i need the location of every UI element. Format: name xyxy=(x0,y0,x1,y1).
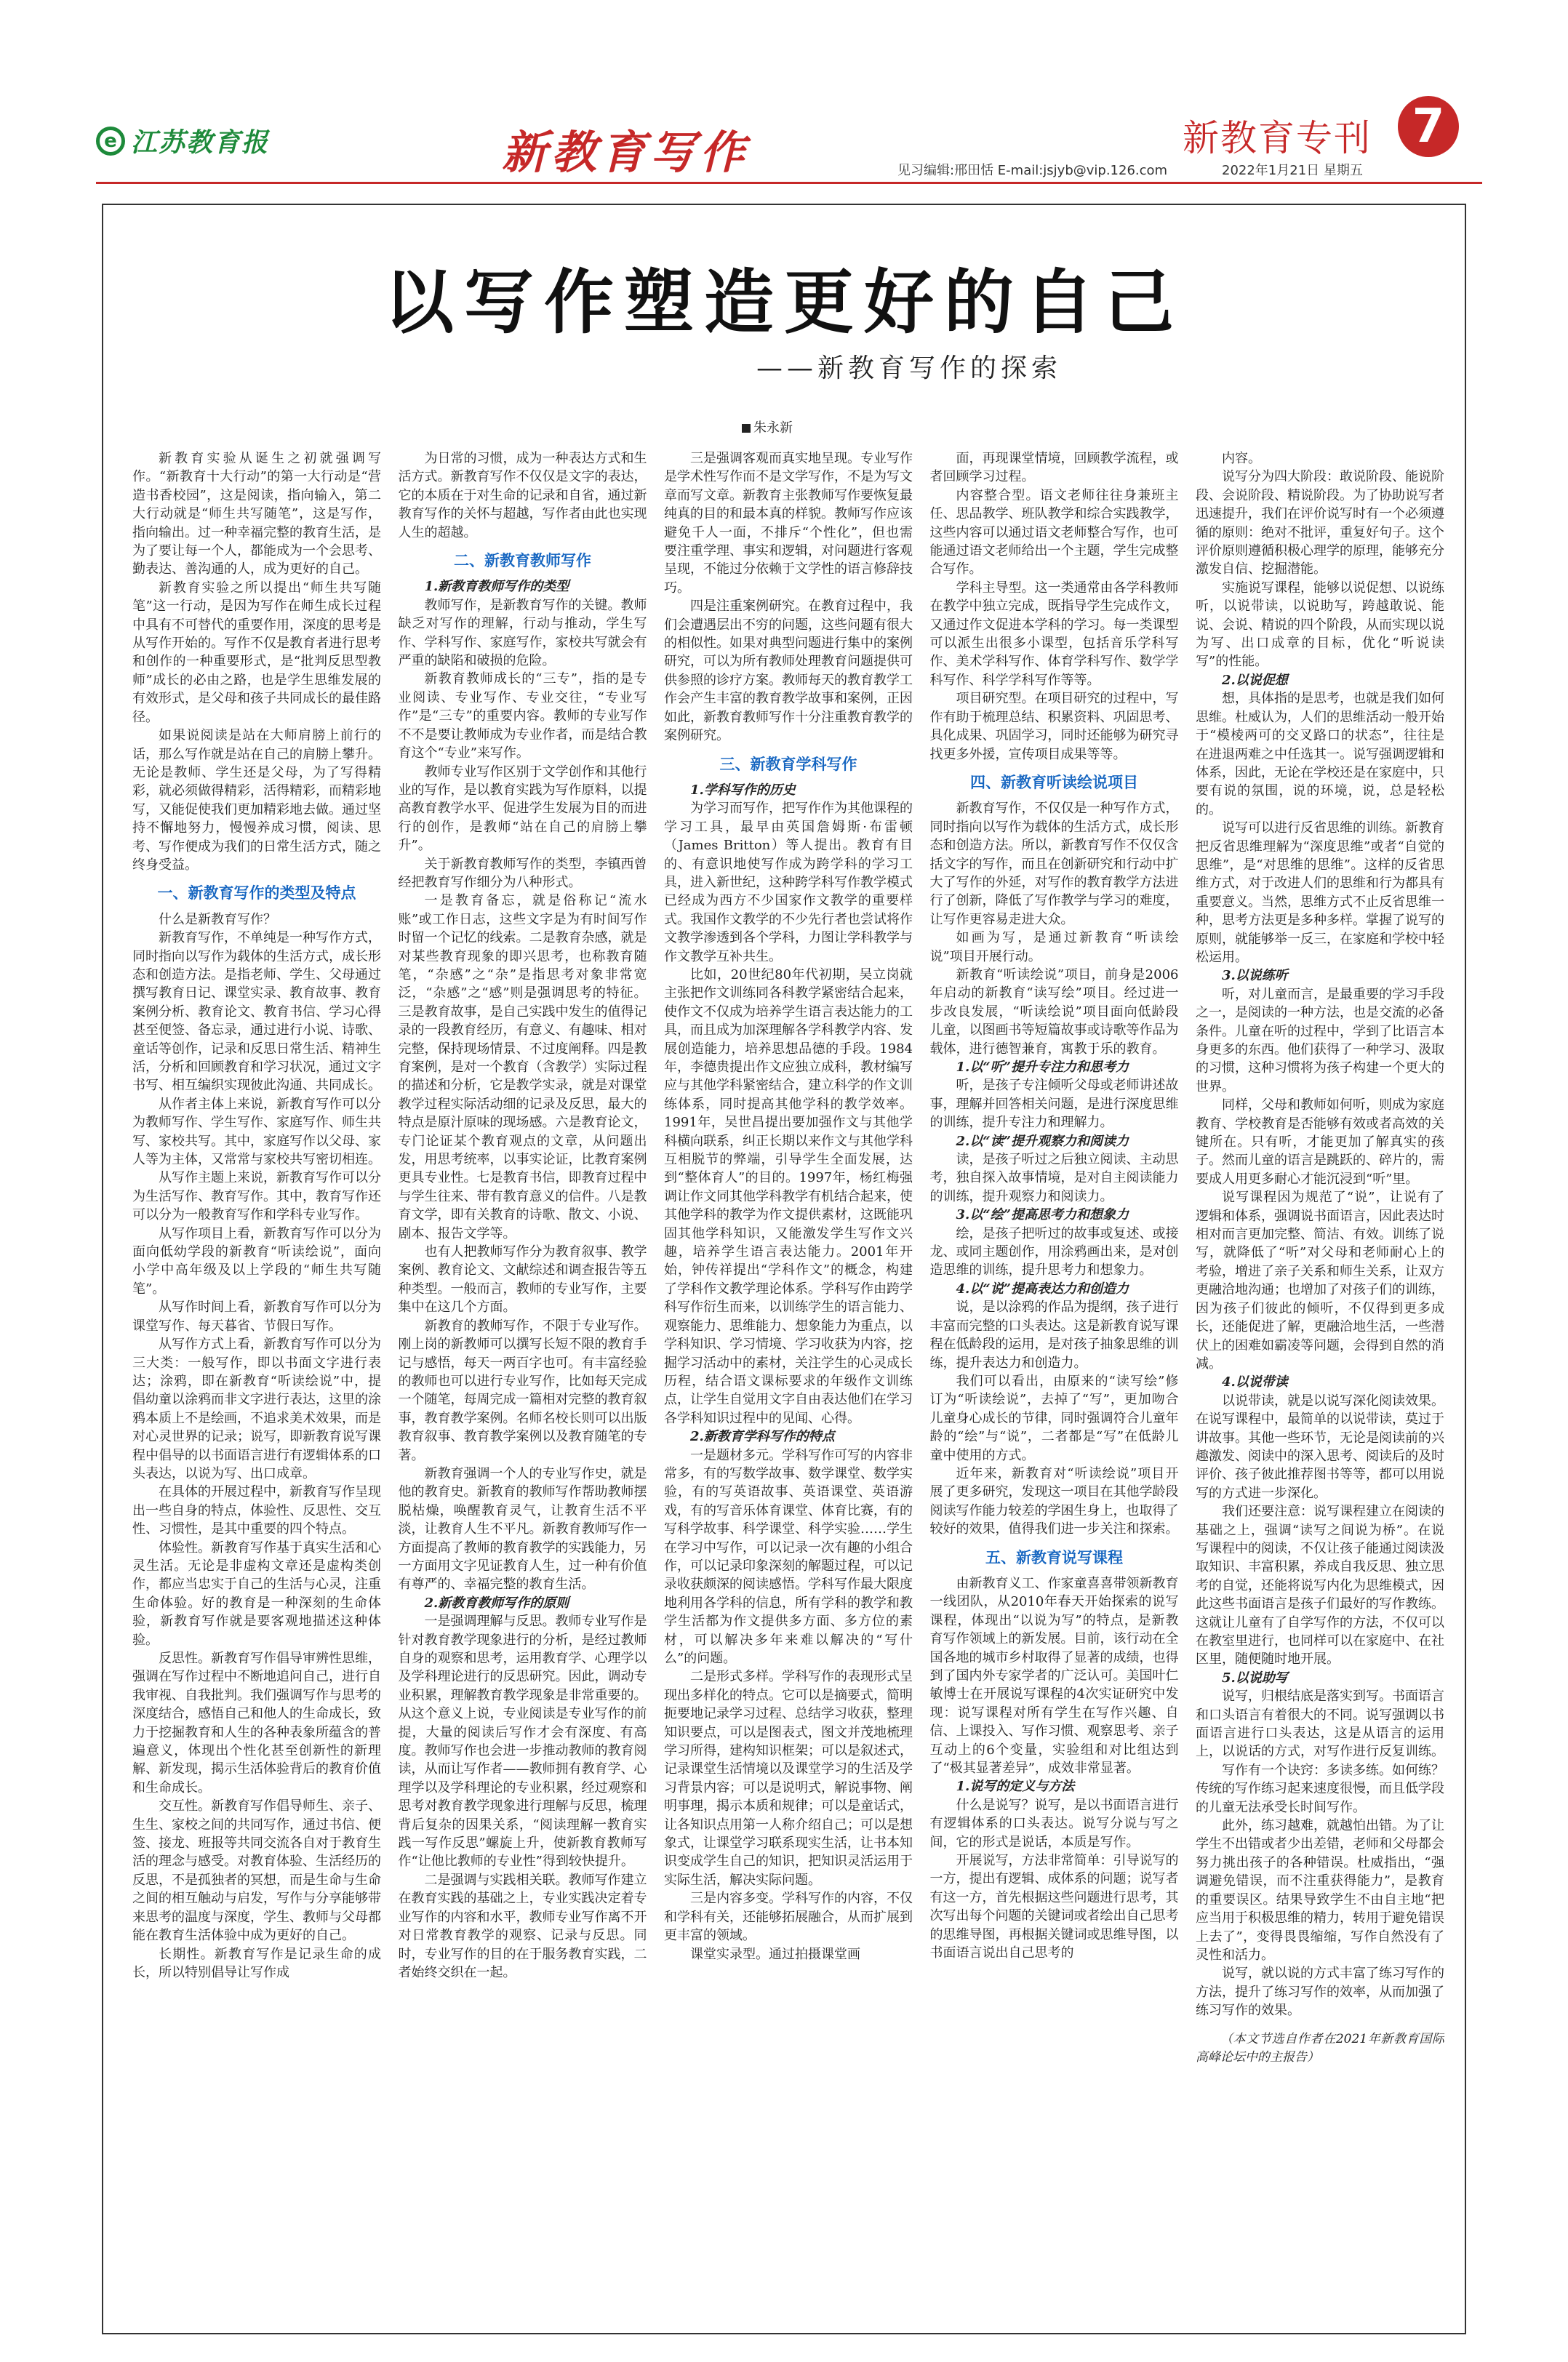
section-heading: 四、新教育听读绘说项目 xyxy=(970,773,1138,791)
paragraph: 新教育实验之所以提出“师生共写随笔”这一行动，是因为写作在师生成长过程中具有不可替代的重要作用，深度的思考是从写作开始的。写作不仅是教育者进行思考和创作的一种重要形式，是“批判反思型教师”成长的必由之路，也是学生思维发展的有效形式，是父母和孩子共同成长的最佳路径。 xyxy=(132,580,381,725)
newspaper-logo xyxy=(96,122,269,159)
paragraph: 课堂实录型。通过拍摄课堂画 xyxy=(690,1946,860,1962)
paragraph: 读，是孩子听过之后独立阅读、主动思考，独自探入故事情境，是对自主阅读能力的训练，提升观察力和阅读力。 xyxy=(929,1152,1179,1204)
paragraph: 新教育教师成长的“三专”，指的是专业阅读、专业写作、专业交往，“专业写作”是“三专”的重要内容。教师的专业写作不不是要让教师成为专业作者，而是结合教育这个“专业”来写作。 xyxy=(398,671,647,761)
paragraph: 听，是孩子专注倾听父母或老师讲述故事，理解并回答相关问题，是进行深度思维的训练，提升专注力和理解力。 xyxy=(929,1078,1179,1131)
e-logo-icon: e xyxy=(96,127,125,156)
paragraph: 内容整合型。语文老师往往身兼班主任、思品教学、班队教学和综合实践教学，这些内容可以通过语文老师整合写作，也可能通过语文老师给出一个主题，学生完成整合写作。 xyxy=(929,487,1179,577)
subsection-heading: 4.以“说”提高表达力和创造力 xyxy=(956,1281,1129,1297)
paragraph: 实施说写课程，能够以说促想、以说练听，以说带读，以说助写，跨越敢说、能说、会说、精说的四个阶段，从而实现以说为写、出口成章的目标，优化“听说读写”的性能。 xyxy=(1196,580,1444,670)
page-number-badge: 7 xyxy=(1398,96,1459,157)
paragraph: 一是题材多元。学科写作可写的内容非常多，有的写数学故事、数学课堂、数学实验，有的写英语故事、英语课堂、英语游戏，有的写音乐体育课堂、体育比赛，有的写科学故事、科学课堂、科学实验……学生在学习中写作，可以记录一次有趣的小组合作，可以记录印象深刻的解题过程，可以记录收获颇深的阅读感悟。学科写作最大限度地利用各学科的信息，所有学科的教学和教学生活都为作文提供多方面、多方位的素材，可以解决多年来难以解决的“写什么”的问题。 xyxy=(664,1447,913,1666)
paragraph: 教师写作，是新教育写作的关键。教师缺乏对写作的理解，行动与推动，学生写作、学科写作、家庭写作，家校共写就会有严重的缺陷和破损的危险。 xyxy=(398,597,647,669)
paragraph: 学科主导型。这一类通常由各学科教师在教学中独立完成，既指导学生完成作文，又通过作文促进本学科的学习。每一类课型可以派生出很多小课型，包括音乐学科写作、美术学科写作、体育学科写作、数学学科写作、科学学科写作等等。 xyxy=(929,580,1179,688)
paragraph: 说写分为四大阶段：敢说阶段、能说阶段、会说阶段、精说阶段。为了协助说写者迅速提升，我们在评价说写时有一个必须遵循的原则：绝对不批评，重复好句子。这个评价原则遵循积极心理学的原理，能够充分激发自信、挖掘潜能。 xyxy=(1196,469,1444,577)
paragraph: 三是强调客观而真实地呈现。专业写作是学术性写作而不是文学写作，不是为写文章而写文章。新教育主张教师写作要恢复最纯真的目的和最本真的样貌。教师写作应该避免千人一面，不排斥“个性化”，但也需要注重学理、事实和逻辑，对问题进行客观呈现，不能过分依赖于文学性的语言修辞技巧。 xyxy=(664,451,913,596)
subsection-heading: 2.以说促想 xyxy=(1222,672,1288,688)
paragraph: 比如，20世纪80年代初期，吴立岗就主张把作文训练同各科教学紧密结合起来，使作文不仅成为培养学生语言表达能力的工具，而且成为加深理解各学科教学内容、发展创造能力，培养思想品德的手段。1984年，李德贵提出作文应独立成科，教材编写应与其他学科紧密结合，建立科学的作文训练体系，同时提高其他学科的教学效率。1991年，吴世昌提出要加强作文与其他学科横向联系，纠正长期以来作文与其他学科互相脱节的弊端，引导学生全面发展，达到“整体育人”的目的。1997年，杨红梅强调让作文同其他学科教学有机结合起来，使其他学科的教学为作文提供素材，这既能巩固其他学科知识，又能激发学生写作文兴趣，培养学生语言表达能力。2001年开始，钟传祥提出“学科作文”的概念，构建了学科作文教学理论体系。学科写作由跨学科写作衍生而来，以训练学生的语言能力、观察能力、思维能力、想象能力为重点，以学科知识、学习情境、学习收获为内容，挖掘学习活动中的素材，关注学生的心灵成长历程，结合语文课标要求的年级作文训练点，让学生自觉用文字自由表达他们在学习各学科知识过程中的见闻、心得。 xyxy=(664,966,913,1426)
paragraph: 近年来，新教育对“听读绘说”项目开展了更多研究，发现这一项目在其他学龄段阅读写作能力较差的学困生身上，也取得了较好的效果，值得我们进一步关注和探索。 xyxy=(929,1465,1179,1537)
subsection-heading: 3.以说练听 xyxy=(1222,968,1288,984)
text-column-3 xyxy=(664,449,913,2311)
subsection-heading: 1.新教育教师写作的类型 xyxy=(424,579,569,595)
text-column-4 xyxy=(930,449,1179,2311)
paragraph: 说写，就以说的方式丰富了练习写作的方法，提升了练习写作的效率，从而加强了练习写作的效果。 xyxy=(1196,1966,1444,2019)
paragraph: 说写可以进行反省思维的训练。新教育把反省思维理解为“深度思维”或者“自觉的思维”，是“对思维的思维”。这样的反省思维方式，对于改进人们的思维和行为都具有重要意义。当然，思维方式不止反省思维一种，思考方法更是多种多样。掌握了说写的原则，就能够举一反三，在家庭和学校中轻松运用。 xyxy=(1196,820,1444,965)
logo-text: 江苏教育报 xyxy=(131,127,270,158)
paragraph: 长期性。新教育写作是记录生命的成长，所以特别倡导让写作成 xyxy=(132,1946,381,1980)
paragraph: 听，对儿童而言，是最重要的学习手段之一，是阅读的一种方法，也是交流的必备条件。儿童在听的过程中，学到了比语言本身更多的东西。他们获得了一种学习、汲取的习惯，这种习惯将为孩子构建一个更大的世界。 xyxy=(1196,986,1444,1094)
paragraph: 新教育实验从诞生之初就强调写作。“新教育十大行动”的第一大行动是“营造书香校园”，这是阅读，指向输入，第二大行动就是“师生共写随笔”，这是写作，指向输出。过一种幸福完整的教育生活，是为了要让每一个人，都能成为一个会思考、勤表达、善沟通的人，成为更好的自己。 xyxy=(132,451,381,577)
paragraph: 为学习而写作，把写作作为其他课程的学习工具，最早由英国詹姆斯·布雷顿（James Britton）等人提出。教育有目的、有意识地使写作成为跨学科的学习工具，进入新世纪，这种跨学科写作教学模式已经成为西方不少国家作文教学的重要样式。我国作文教学的不少先行者也尝试将作文教学渗透到各个学科，力图让学科教学与作文教学互补共生。 xyxy=(664,801,913,964)
article-subheadline: ——新教育写作的探索 xyxy=(756,353,1063,383)
subsection-heading: 1.说写的定义与方法 xyxy=(956,1779,1075,1795)
article-headline: 以写作塑造更好的自己 xyxy=(384,262,1184,343)
paragraph: 同样，父母和教师如何听，则成为家庭教育、学校教育是否能够有效或者高效的关键所在。只有听，才能更加了解真实的孩子。然而儿童的语言是跳跃的、碎片的，需要成人用更多耐心才能沉浸到“听”里。 xyxy=(1196,1097,1444,1187)
paragraph: 如画为写，是通过新教育“听读绘说”项目开展行动。 xyxy=(929,930,1179,964)
paragraph: 开展说写，方法非常简单：引导说写的一方，提出有逻辑、成体系的问题；说写者有这一方，首先根据这些问题进行思考，其次写出每个问题的关键词或者绘出自己思考的思维导图，再根据关键词或思维导图，以书面语言说出自己思考的 xyxy=(929,1853,1179,1961)
subsection-heading: 2.新教育教师写作的原则 xyxy=(424,1595,569,1611)
byline-square-icon xyxy=(742,424,751,433)
paragraph: 我们可以看出，由原来的“读写绘”修订为“听读绘说”，去掉了“写”，更加吻合儿童身心成长的节律，同时强调符合儿童年龄的“绘”与“说”，二者都是“写”在低龄儿童中使用的方式。 xyxy=(929,1373,1179,1463)
paragraph: 从写作方式上看，新教育写作可以分为三大类：一般写作，即以书面文字进行表达；涂鸦，即在新教育“听读绘说”中，提倡幼童以涂鸦而非文字进行表达，这里的涂鸦本质上不是绘画，不追求美术效果，而是对心灵世界的记录；说写，即新教育说写课程中倡导的以书面语言进行有逻辑体系的口头表达，以说为写、出口成章。 xyxy=(132,1337,381,1481)
paragraph: 此外，练习越难，就越怕出错。为了让学生不出错或者少出差错，老师和父母都会努力挑出孩子的各种错误。杜威指出，“强调避免错误，而不注重获得能力”，是教育的重要误区。结果导致学生不由自主地“把应当用于积极思维的精力，转用于避免错误上去了”，变得畏畏缩缩，写作自然没有了灵性和活力。 xyxy=(1196,1818,1444,1963)
paragraph: 写作有一个诀窍：多读多练。如何练？传统的写作练习起来速度很慢，而且低学段的儿童无法承受长时间写作。 xyxy=(1196,1762,1444,1815)
paragraph: 什么是说写？说写，是以书面语言进行有逻辑体系的口头表达。说写分说与写之间，它的形式是说话，本质是写作。 xyxy=(929,1797,1179,1850)
paragraph: 新教育“听读绘说”项目，前身是2006年启动的新教育“读写绘”项目。经过进一步改良发展，“听读绘说”项目面向低龄段儿童，以图画书等短篇故事或诗歌等作品为载体，进行德智兼育，寓教于乐的教育。 xyxy=(929,966,1179,1057)
paragraph: 从写作时间上看，新教育写作可以分为课堂写作、每天暮省、节假日写作。 xyxy=(132,1300,381,1334)
paragraph: 以说带读，就是以说写深化阅读效果。在说写课程中，最简单的以说带读，莫过于讲故事。其他一些环节，无论是阅读前的兴趣激发、阅读中的深入思考、阅读后的及时评价、孩子彼此推荐图书等等，都可以用说写的方式进一步深化。 xyxy=(1196,1393,1444,1501)
text-column-2 xyxy=(399,449,647,2311)
paragraph: 在具体的开展过程中，新教育写作呈现出一些自身的特点，体验性、反思性、交互性、习惯性，是其中重要的四个特点。 xyxy=(132,1484,381,1537)
paragraph: 交互性。新教育写作倡导师生、亲子、生生、家校之间的共同写作，通过书信、便签、接龙、班报等共同交流各自对于教育生活的理念与感受。对教育体验、生活经历的反思，不是孤独者的冥想，而是生命与生命之间的相互触动与启发，写作与分享能够带来思考的温度与深度，学生、教师与父母都能在教育生活体验中成为更好的自己。 xyxy=(132,1798,381,1944)
paragraph: 面，再现课堂情境，回顾教学流程，或者回顾学习过程。 xyxy=(929,451,1179,485)
paragraph: 一是教育备忘，就是俗称记“流水账”或工作日志，这些文字是为有时间写作时留一个记忆的线索。二是教育杂感，就是对某些教育现象的即兴思考，也称教育随笔，“杂感”之“杂”是指思考对象非常宽泛，“杂感”之“感”则是强调思考的特征。三是教育故事，是自己实践中发生的值得记录的一段教育经历，有意义、有趣味、相对完整，保持现场情景、不过度阐释。四是教育案例，是对一个教育（含教学）实际过程的描述和分析，它是教学实录，就是对课堂教学过程实际活动细的记录及反思，最大的特点是原汁原味的现场感。六是教育论文，专门论证某个教育观点的文章，从问题出发，用思考统率，以事实论证，比教育案例更具专业性。七是教育书信，即教育过程中与学生往来、带有教育意义的信件。八是教育文学，即有关教育的诗歌、散文、小说、剧本、报告文学等。 xyxy=(398,893,647,1241)
paragraph: 二是强调与实践相关联。教师写作建立在教育实践的基础之上，专业实践决定着专业写作的内容和水平，教师专业写作离不开对日常教育教学的观察、记录与反思。同时，专业写作的目的在于服务教育实践，二者始终交织在一起。 xyxy=(398,1872,647,1980)
paragraph: 关于新教育教师写作的类型，李镇西曾经把教育写作细分为八种形式。 xyxy=(398,856,647,890)
paragraph: 我们还要注意：说写课程建立在阅读的基础之上，强调“读写之间说为桥”。在说写课程中的阅读，不仅让孩子能通过阅读汲取知识、丰富积累，养成自我反思、独立思考的自觉，还能将说写内化为思维模式，因此这些书面语言是孩子们最好的写作教练。这就让儿童有了自学写作的方法，不仅可以在教室里进行，也同样可以在家庭中、在社区里，随便随时地开展。 xyxy=(1196,1504,1444,1668)
byline xyxy=(742,417,793,436)
paragraph: 内容。 xyxy=(1222,451,1261,466)
section-heading: 二、新教育教师写作 xyxy=(454,552,591,570)
section-heading: 五、新教育说写课程 xyxy=(985,1548,1123,1566)
subsection-heading: 1.学科写作的历史 xyxy=(690,782,796,798)
paragraph: 从作者主体上来说，新教育写作可以分为教师写作、学生写作、家庭写作、师生共写、家校共写。其中，家庭写作以父母、家人等为主体，又常常与家校共写密切相连。 xyxy=(132,1096,381,1168)
paragraph: 新教育写作，不单纯是一种写作方式，同时指向以写作为载体的生活方式，成长形态和创造方法。是指老师、学生、父母通过撰写教育日记、课堂实录、教育故事、教育案例分析、教育论文、教育书信、学习心得甚至便签、备忘录，通过进行小说、诗歌、童话等创作，记录和反思日常生活、精神生活，分析和回顾教育和学习状况，通过文字书写、相互编织实现彼此沟通、共同成长。 xyxy=(132,930,381,1094)
paragraph: 体验性。新教育写作基于真实生活和心灵生活。无论是非虚构文章还是虚构类创作，都应当忠实于自己的生活与心灵，注重生命体验。好的教育是一种深刻的生命体验，新教育写作就是要客观地描述这种体验。 xyxy=(132,1540,381,1648)
paragraph: 说写，归根结底是落实到写。书面语言和口头语言有着很大的不同。说写强调以书面语言进行口头表达，这是从语言的运用上，以说话的方式，对写作进行反复训练。 xyxy=(1196,1689,1444,1760)
subsection-heading: 4.以说带读 xyxy=(1222,1374,1288,1390)
paragraph: 为日常的习惯，成为一种表达方式和生活方式。新教育写作不仅仅是文字的表达，它的本质在于对生命的记录和自省，通过新教育写作的关怀与超越，写作者由此也实现人生的超越。 xyxy=(398,451,647,540)
text-column-5 xyxy=(1196,449,1444,2311)
paragraph: 新教育写作，不仅仅是一种写作方式，同时指向以写作为载体的生活方式，成长形态和创造方法。所以，新教育写作不仅仅含括文字的写作，而且在创新研究和行动中扩大了写作的外延，对写作的教育教学方法进行了创新，降低了写作教学与学习的难度，让写作更容易走进大众。 xyxy=(929,801,1179,927)
masthead xyxy=(0,0,1568,189)
paragraph: 如果说阅读是站在大师肩膀上前行的话，那么写作就是站在自己的肩膀上攀升。无论是教师、学生还是父母，为了写得精彩，就必须做得精彩，活得精彩，而精彩地写，又能促使我们更加精彩地去做。通过坚持不懈地努力，慢慢养成习惯，阅读、思考、写作便成为我们的日常生活方式，随之终身受益。 xyxy=(132,728,381,873)
paragraph: 反思性。新教育写作倡导审辨性思维，强调在写作过程中不断地追问自己，进行自我审视、自我批判。我们强调写作与思考的深度结合，感悟自己和他人的生命成长，致力于挖掘教育和人生的各种表象所蕴含的普遍意义，体现出个性化甚至创新性的新理解、新发现，揭示生活体验背后的教育价值和生命成长。 xyxy=(132,1651,381,1795)
paragraph: 一是强调理解与反思。教师专业写作是针对教育教学现象进行的分析，是经过教师自身的观察和思考，运用教育学、心理学以及学科理论进行的反思研究。因此，调动专业积累，理解教育教学现象是非常重要的。从这个意义上说，专业阅读是专业写作的前提，大量的阅读后写作才会有深度、有高度。教师写作也会进一步推动教师的教育阅读，从而让写作者——教师拥有教育学、心理学以及学科理论的专业积累，经过观察和思考对教育教学现象进行理解与反思，梳理背后复杂的因果关系，“阅读理解一教育实践一写作反思”螺旋上升，使新教育教师写作“让他比教师的专业性”得到较快提升。 xyxy=(398,1614,647,1870)
paragraph: 二是形式多样。学科写作的表现形式呈现出多样化的特点。它可以是摘要式，简明扼要地记录学习过程、总结学习收获，整理知识要点，可以是图表式，图文并茂地梳理学习所得，建构知识框架；可以是叙述式，记录课堂生活情境以及课堂学习的生活及学习背景内容；可以是说明式，解说事物、阐明事理，揭示本质和规律；可以是童话式，让各知识点用第一人称介绍自己；可以是想象式，让课堂学习联系现实生活，让书本知识变成学生自己的知识，把知识灵活运用于实际生活，解决实际问题。 xyxy=(664,1669,913,1888)
paragraph: 从写作主题上来说，新教育写作可以分为生活写作、教育写作。其中，教育写作还可以分为一般教育写作和学科专业写作。 xyxy=(132,1170,381,1223)
paragraph: 新教育强调一个人的专业写作史，就是他的教育史。新教育的教师写作帮助教师摆脱枯燥，唤醒教育灵气，让教育生活不平淡，让教育人生不平凡。新教育教师写作一方面提高了教师的教育教学的实践能力，另一方面用文字见证教育人生，过一种有价值有尊严的、幸福完整的教育生活。 xyxy=(398,1465,647,1593)
paragraph: 说，是以涂鸦的作品为提纲，孩子进行丰富而完整的口头表达。这是新教育说写课程在低龄段的运用，是对孩子抽象思维的训练，提升表达力和创造力。 xyxy=(929,1300,1179,1371)
author-name: 朱永新 xyxy=(753,420,793,436)
paragraph: 什么是新教育写作？ xyxy=(159,911,276,927)
subsection-heading: 1.以“听”提升专注力和思考力 xyxy=(956,1060,1129,1075)
paragraph: 三是内容多变。学科写作的内容，不仅和学科有关，还能够拓展融合，从而扩展到更丰富的领域。 xyxy=(664,1891,913,1944)
paragraph: 项目研究型。在项目研究的过程中，写作有助于梳理总结、积累资料、巩固思考、具化成果、巩固学习，同时还能够为研究寻找更多外援，宣传项目成果等等。 xyxy=(929,691,1179,762)
paragraph: 想，具体指的是思考，也就是我们如何思维。杜威认为，人们的思维活动一般开始于“模棱两可的交叉路口的状态”，往往是在进退两难之中任选其一。说写强调逻辑和体系，因此，无论在学校还是在家庭中，只要有说的氛围，说的环境，说，总是轻松的。 xyxy=(1196,691,1444,817)
subsection-heading: 2.以“读”提升观察力和阅读力 xyxy=(956,1133,1129,1149)
section-heading: 一、新教育写作的类型及特点 xyxy=(157,884,356,902)
paragraph: 说写课程因为规范了“说”，让说有了逻辑和体系，强调说书面语言，因此表达时相对而言更加完整、简洁、有效。训练了说写，就降低了“听”对父母和老师耐心上的考验，增进了亲子关系和师生关系，让双方更融洽地沟通；也增加了对孩子们的训练，因为孩子们彼此的倾听，不仅得到更多成长，还能促进了解，更融洽地生活，一些潜伏上的困难如霸凌等问题，会得到自然的消减。 xyxy=(1196,1190,1444,1372)
section-title: 新教育写作 xyxy=(502,126,750,179)
editor-line: 见习编辑:邢田恬 E-mail:jsjyb@vip.126.com xyxy=(897,163,1168,178)
text-column-1 xyxy=(132,449,381,2311)
paragraph: 四是注重案例研究。在教育过程中，我们会遭遇层出不穷的问题，这些问题有很大的相似性。如果对典型问题进行集中的案例研究，可以为所有教师处理教育问题提供可供参照的诊疗方案。教师每天的教育教学工作会产生丰富的教育教学故事和案例，正因如此，新教育教师写作十分注重教育教学的案例研究。 xyxy=(664,598,913,744)
subsection-heading: 3.以“绘”提高思考力和想象力 xyxy=(956,1207,1129,1223)
paragraph: 也有人把教师写作分为教育叙事、教学案例、教育论文、文献综述和调查报告等五种类型。一般而言，教师的专业写作，主要集中在这几个方面。 xyxy=(398,1244,647,1316)
article-body xyxy=(132,449,1444,2311)
source-note: （本文节选自作者在2021年新教育国际高峰论坛中的主报告） xyxy=(1196,2031,1444,2065)
paragraph: 从写作项目上看，新教育写作可以分为面向低幼学段的新教育“听读绘说”，面向小学中高年级及以上学段的“师生共写随笔”。 xyxy=(132,1225,381,1297)
special-issue-title: 新教育专刊 xyxy=(1183,117,1372,159)
subsection-heading: 5.以说助写 xyxy=(1222,1670,1288,1686)
paragraph: 由新教育义工、作家童喜喜带领新教育一线团队，从2010年春天开始探索的说写课程，体现出“以说为写”的特点，是新教育写作领域上的新发展。目前，该行动在全国各地的城市乡村取得了显著的成绩，也得到了国内外专家学者的广泛认可。美国叶仁敏博士在开展说写课程的4次实证研究中发现：说写课程对所有学生在写作兴趣、自信、上课投入、写作习惯、观察思考、亲子互动上的6个变量，实验组和对比组达到了“极其显著差异”，成效非常显著。 xyxy=(929,1575,1179,1777)
issue-date: 2022年1月21日 星期五 xyxy=(1222,163,1363,178)
section-heading: 三、新教育学科写作 xyxy=(719,755,857,773)
subsection-heading: 2.新教育学科写作的特点 xyxy=(690,1429,835,1445)
paragraph: 教师专业写作区别于文学创作和其他行业的写作，是以教育实践为写作原料，以提高教育教学水平、促进学生发展为目的而进行的创作，是教师“站在自己的肩膀上攀升”。 xyxy=(398,764,647,854)
paragraph: 新教育的教师写作，不限于专业写作。刚上岗的新教师可以撰写长短不限的教育手记与感悟，每天一两百字也可。有丰富经验的教师也可以进行专业写作，比如每天完成一个随笔，每周完成一篇相对完整的教育叙事，教育教学案例。名师名校长则可以出版教育叙事、教育教学案例以及教育随笔的专著。 xyxy=(398,1318,647,1463)
masthead-rule xyxy=(96,182,1482,184)
paragraph: 绘，是孩子把听过的故事或复述、或接龙、或同主题创作，用涂鸦画出来，是对创造思维的训练，提升思考力和想象力。 xyxy=(929,1225,1179,1278)
